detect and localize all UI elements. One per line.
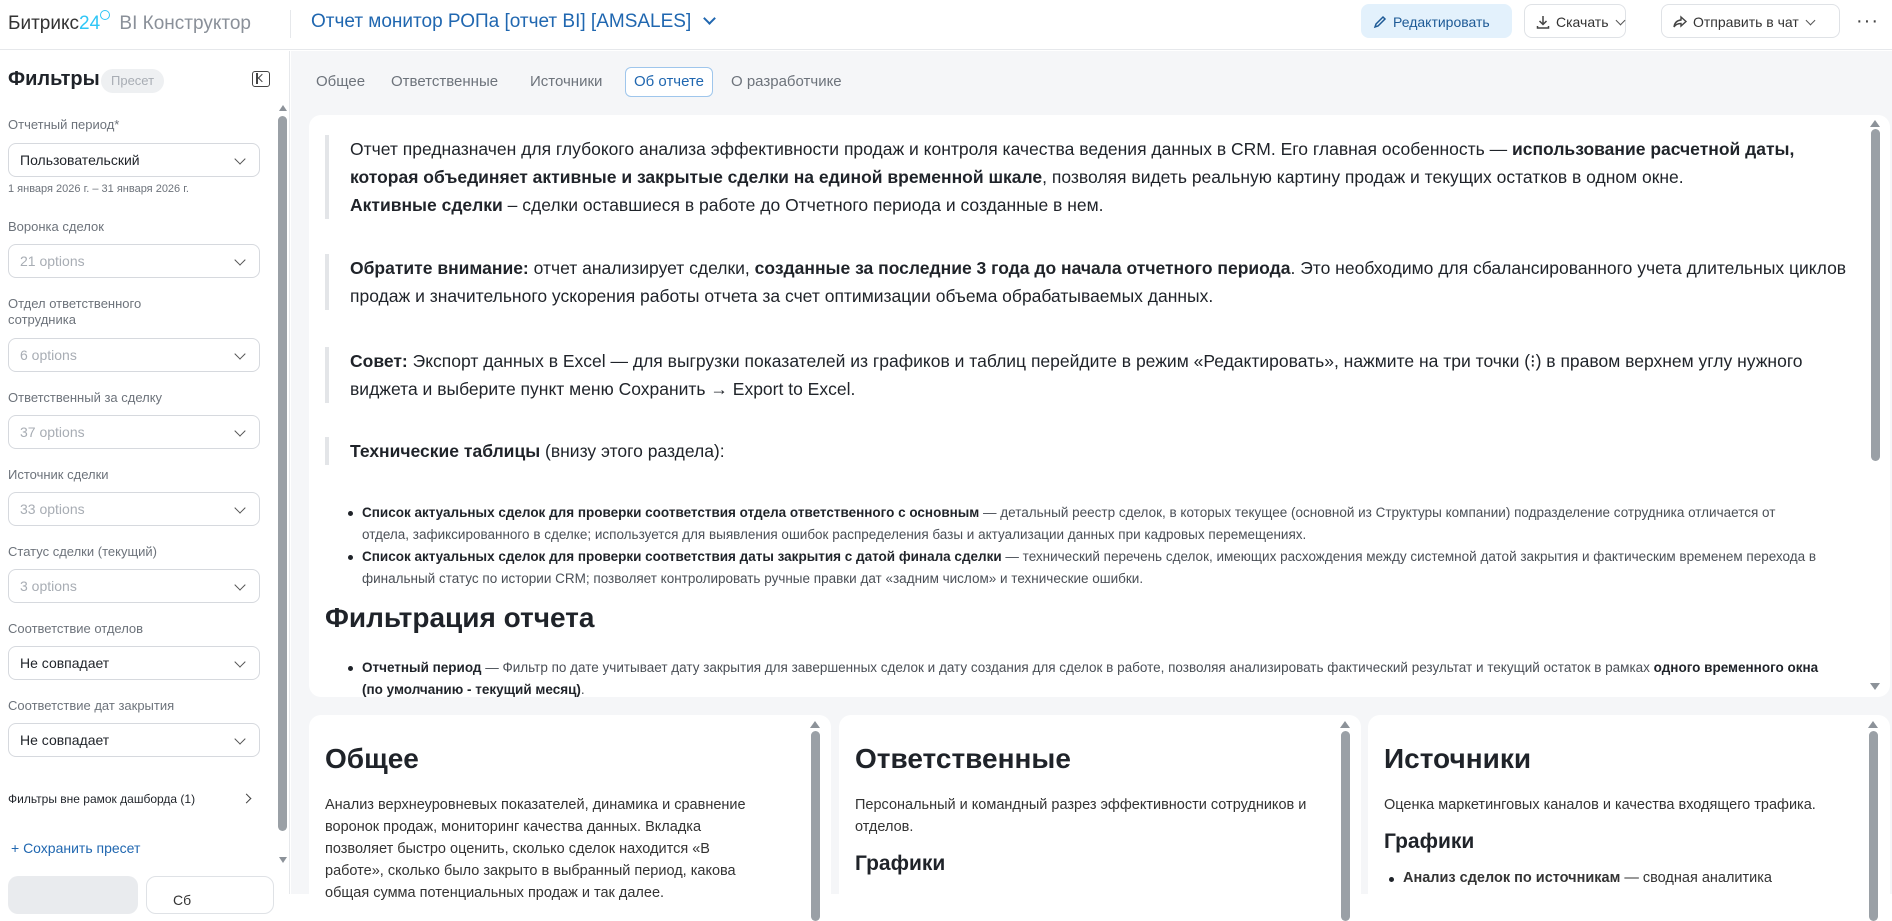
filter-label-period: Отчетный период* xyxy=(8,117,120,132)
tech-tables-callout xyxy=(325,437,1865,465)
responsible-card-title: Ответственные xyxy=(855,743,1071,774)
edit-button-label: Редактировать xyxy=(1393,14,1490,30)
report-title: Отчет монитор РОПа [отчет BI] [AMSALES] xyxy=(311,11,692,32)
notice-text-2: . Это необходимо для сбалансированного учета длительных циклов продаж и значительного ускорения работы отчета за счет оптимизации объема обрабатываемых данных. xyxy=(350,258,1847,306)
outside-filters-link[interactable]: Фильтры вне рамок дашборда (1) xyxy=(8,792,196,806)
tab-general[interactable]: Общее xyxy=(316,73,366,90)
clock-icon xyxy=(100,10,110,20)
sources-card-scrollbar[interactable] xyxy=(1869,731,1878,921)
filter-select-dept-match[interactable]: Не совпадает xyxy=(8,646,260,680)
general-card xyxy=(309,715,831,915)
responsible-card-scrollbar[interactable] xyxy=(1341,731,1350,921)
download-icon xyxy=(1535,14,1551,30)
tech-tables-list xyxy=(346,502,1826,590)
scroll-up-arrow-icon[interactable] xyxy=(1870,120,1880,127)
scroll-up-arrow-icon[interactable] xyxy=(1340,721,1350,728)
filter-select-source[interactable]: 33 options xyxy=(8,492,260,526)
preset-badge[interactable]: Пресет xyxy=(101,69,164,93)
send-to-chat-button[interactable] xyxy=(1661,4,1840,38)
list-item-text: — Фильтр по дате учитывает дату закрытия для завершенных сделок и дату создания для сделок в работе, позволяя анализировать фактический результат и текущий остаток в рамках xyxy=(481,660,1654,675)
about-report-card xyxy=(309,115,1890,697)
chevron-down-icon xyxy=(1805,16,1815,26)
list-item-text-end: . xyxy=(580,682,585,697)
list-item xyxy=(1403,870,1772,886)
app-logo[interactable] xyxy=(8,10,251,35)
list-item-title: Список актуальных сделок для проверки соответствия отдела ответственного с основным xyxy=(362,505,980,520)
intro-bold: использование расчетной даты, которая объединяет активные и закрытые сделки на единой временной шкале xyxy=(350,139,1795,187)
pencil-icon xyxy=(1372,14,1388,30)
apply-button[interactable] xyxy=(8,876,138,914)
chevron-down-icon xyxy=(703,12,716,25)
about-scrollbar[interactable] xyxy=(1871,129,1880,461)
list-item-bold: одного временного окна (по умолчанию - текущий месяц) xyxy=(362,660,1819,697)
filter-select-period[interactable]: Пользовательский xyxy=(8,143,260,177)
filter-select-department[interactable]: 6 options xyxy=(8,338,260,372)
chevron-down-icon xyxy=(1615,16,1625,26)
sidebar-scrollbar[interactable] xyxy=(278,116,287,831)
filter-label-date-match: Соответствие дат закрытия xyxy=(8,698,175,713)
filtering-heading: Фильтрация отчета xyxy=(325,602,595,633)
filter-label-responsible: Ответственный за сделку xyxy=(8,390,163,405)
responsible-card-text: Персональный и командный разрез эффективности сотрудников и отделов. xyxy=(855,797,1307,835)
filter-select-status[interactable]: 3 options xyxy=(8,569,260,603)
filter-label-dept-match: Соответствие отделов xyxy=(8,621,144,636)
send-to-chat-label: Отправить в чат xyxy=(1693,14,1799,30)
list-item xyxy=(346,546,1826,590)
list-item-text: — технический перечень сделок, имеющих расхождения между системной датой закрытия и фактическим временем перехода в финальный статус по истории CRM; позволяет контролировать ручные правки дат «задним числом» и технические ошибки. xyxy=(362,549,1817,586)
tip-bold: Совет: xyxy=(350,351,408,371)
tab-responsible[interactable]: Ответственные xyxy=(391,73,499,90)
sources-card-subtitle: Графики xyxy=(1384,830,1475,853)
active-deals-bold: Активные сделки xyxy=(350,195,503,215)
responsible-card xyxy=(839,715,1361,915)
general-card-text: Анализ верхнеуровневых показателей, динамика и сравнение воронок продаж, мониторинг качества данных. Вкладка позволяет быстро оценить, сколько сделок находится «В работе», сколько было закрыто в выбранный период, какова общая сумма потенциальных продаж и так далее. xyxy=(325,797,746,901)
scroll-down-arrow-icon[interactable] xyxy=(1870,683,1880,690)
scroll-up-arrow-icon[interactable] xyxy=(810,721,820,728)
list-item-title: Список актуальных сделок для проверки соответствия даты закрытия с датой финала сделки xyxy=(362,549,1002,564)
filter-label-department: Отдел ответственного сотрудника xyxy=(8,296,142,327)
sources-card-title: Источники xyxy=(1384,743,1532,774)
intro-text-2: , позволяя видеть реальную картину продаж и текущих остатков в одном окне. xyxy=(1042,167,1684,187)
active-deals-text: – сделки оставшиеся в работе до Отчетного периода и созданные в нем. xyxy=(502,195,1104,215)
sources-card-text: Оценка маркетинговых каналов и качества входящего трафика. xyxy=(1384,797,1816,813)
top-bar xyxy=(0,0,1892,50)
tab-sources[interactable]: Источники xyxy=(530,73,603,90)
more-menu-button[interactable]: ··· xyxy=(1856,10,1879,32)
brand-number: 24 xyxy=(79,13,101,34)
divider xyxy=(290,10,291,38)
responsible-card-subtitle: Графики xyxy=(855,852,946,875)
reset-button[interactable]: Сб xyxy=(146,876,274,914)
download-button[interactable] xyxy=(1524,4,1626,38)
tab-about-report[interactable]: Об отчете xyxy=(625,67,713,97)
notice-text: отчет анализирует сделки, xyxy=(528,258,755,278)
general-card-scrollbar[interactable] xyxy=(811,731,820,921)
filtering-list xyxy=(346,657,1826,701)
filter-select-funnel[interactable]: 21 options xyxy=(8,244,260,278)
collapse-sidebar-icon[interactable] xyxy=(252,71,270,87)
scroll-down-arrow-icon[interactable] xyxy=(279,857,287,863)
list-item xyxy=(346,657,1826,701)
edit-button[interactable] xyxy=(1361,4,1512,38)
period-range-hint: 1 января 2026 г. – 31 января 2026 г. xyxy=(8,183,189,195)
brand-name: Битрикс xyxy=(8,13,79,34)
intro-text: Отчет предназначен для глубокого анализа эффективности продаж и контроля качества ведения данных в CRM. Его главная особенность — xyxy=(350,139,1512,159)
chevron-right-icon xyxy=(242,794,252,804)
sources-card xyxy=(1368,715,1890,915)
filter-select-date-match[interactable]: Не совпадает xyxy=(8,723,260,757)
notice-bold: Обратите внимание: xyxy=(350,258,529,278)
general-card-title: Общее xyxy=(325,743,419,774)
scroll-up-arrow-icon[interactable] xyxy=(279,105,287,111)
notice-bold-2: созданные за последние 3 года до начала отчетного периода xyxy=(754,258,1291,278)
tab-about-developer[interactable]: О разработчике xyxy=(731,73,842,90)
brand-suffix: BI Конструктор xyxy=(119,13,251,34)
intro-callout xyxy=(325,135,1865,219)
main-area xyxy=(291,51,1892,901)
list-item-text: — детальный реестр сделок, в которых текущее (основной из Структуры компании) подразделение сотрудника отличается от отдела, зафиксированного в сделке; используется для выявления ошибок распределения базы и актуализации данных при кадровых перемещениях. xyxy=(362,505,1776,542)
filter-select-responsible[interactable]: 37 options xyxy=(8,415,260,449)
tech-tables-text: (внизу этого раздела): xyxy=(540,441,725,461)
list-item-text: — сводная аналитика xyxy=(1620,870,1772,886)
filter-label-source: Источник сделки xyxy=(8,467,109,482)
notice-callout xyxy=(325,254,1865,310)
list-item-title: Отчетный период xyxy=(362,660,482,675)
download-button-label: Скачать xyxy=(1556,14,1609,30)
filter-label-funnel: Воронка сделок xyxy=(8,219,104,234)
share-arrow-icon xyxy=(1672,14,1688,30)
list-item-title: Анализ сделок по источникам xyxy=(1403,870,1621,886)
filters-sidebar xyxy=(0,51,290,908)
filters-title: Фильтры xyxy=(8,68,100,90)
tech-tables-bold: Технические таблицы xyxy=(350,441,541,461)
report-title-dropdown[interactable] xyxy=(311,11,714,33)
tip-text: Экспорт данных в Excel — для выгрузки показателей из графиков и таблиц перейдите в режим «Редактировать», нажмите на три точки (⁝) в правом верхнем углу нужного виджета и выберите пункт меню Сохранить → Export to Excel. xyxy=(350,351,1803,399)
tip-callout xyxy=(325,347,1865,403)
list-item xyxy=(346,502,1826,546)
save-preset-button[interactable]: + Сохранить пресет xyxy=(11,840,141,856)
filter-label-status: Статус сделки (текущий) xyxy=(8,544,157,559)
scroll-up-arrow-icon[interactable] xyxy=(1868,721,1878,728)
